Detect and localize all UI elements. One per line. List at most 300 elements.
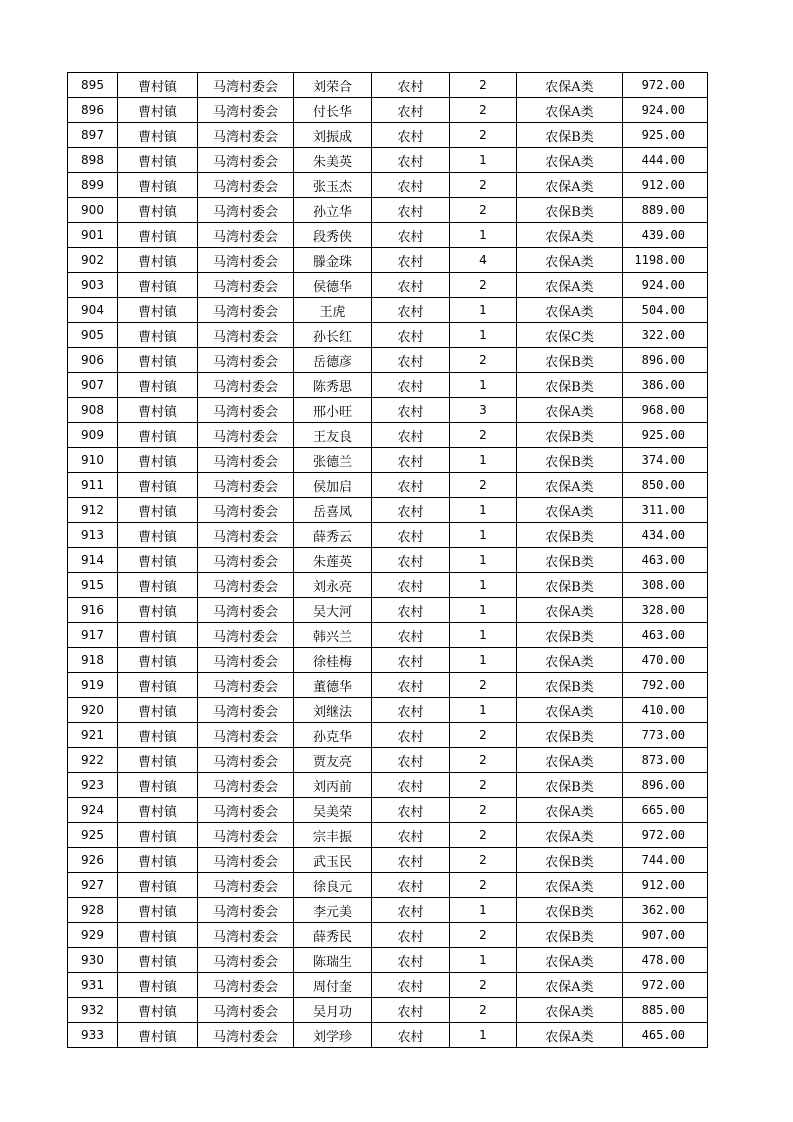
table-row — [68, 573, 708, 598]
village-committee-cell: 马湾村委会 — [198, 373, 294, 398]
household-count-cell: 1 — [450, 298, 517, 323]
insurance-type-cell: 农保A类 — [517, 648, 623, 673]
name-cell: 侯德华 — [294, 273, 372, 298]
category-cell: 农村 — [372, 673, 450, 698]
insurance-type-cell: 农保A类 — [517, 973, 623, 998]
name-cell: 岳喜凤 — [294, 498, 372, 523]
table-row — [68, 823, 708, 848]
village-committee-cell: 马湾村委会 — [198, 973, 294, 998]
row-number: 926 — [68, 848, 118, 873]
amount-cell: 308.00 — [623, 573, 708, 598]
amount-cell: 896.00 — [623, 773, 708, 798]
amount-cell: 885.00 — [623, 998, 708, 1023]
table-row — [68, 873, 708, 898]
table-row — [68, 123, 708, 148]
town-cell: 曹村镇 — [118, 798, 198, 823]
household-count-cell: 1 — [450, 898, 517, 923]
insurance-type-cell: 农保B类 — [517, 673, 623, 698]
amount-cell: 434.00 — [623, 523, 708, 548]
village-committee-cell: 马湾村委会 — [198, 673, 294, 698]
name-cell: 李元美 — [294, 898, 372, 923]
insurance-type-cell: 农保A类 — [517, 1023, 623, 1048]
name-cell: 韩兴兰 — [294, 623, 372, 648]
name-cell: 徐良元 — [294, 873, 372, 898]
amount-cell: 972.00 — [623, 73, 708, 98]
roster-table — [67, 72, 708, 1048]
category-cell: 农村 — [372, 848, 450, 873]
category-cell: 农村 — [372, 648, 450, 673]
table-row — [68, 523, 708, 548]
town-cell: 曹村镇 — [118, 673, 198, 698]
category-cell: 农村 — [372, 448, 450, 473]
village-committee-cell: 马湾村委会 — [198, 448, 294, 473]
insurance-type-cell: 农保A类 — [517, 948, 623, 973]
name-cell: 王虎 — [294, 298, 372, 323]
name-cell: 薛秀民 — [294, 923, 372, 948]
category-cell: 农村 — [372, 198, 450, 223]
village-committee-cell: 马湾村委会 — [198, 548, 294, 573]
name-cell: 吴月功 — [294, 998, 372, 1023]
category-cell: 农村 — [372, 273, 450, 298]
row-number: 921 — [68, 723, 118, 748]
row-number: 932 — [68, 998, 118, 1023]
insurance-type-cell: 农保C类 — [517, 323, 623, 348]
village-committee-cell: 马湾村委会 — [198, 98, 294, 123]
insurance-type-cell: 农保A类 — [517, 98, 623, 123]
amount-cell: 968.00 — [623, 398, 708, 423]
category-cell: 农村 — [372, 723, 450, 748]
village-committee-cell: 马湾村委会 — [198, 598, 294, 623]
insurance-type-cell: 农保B类 — [517, 573, 623, 598]
insurance-type-cell: 农保A类 — [517, 798, 623, 823]
village-committee-cell: 马湾村委会 — [198, 523, 294, 548]
name-cell: 宗丰振 — [294, 823, 372, 848]
household-count-cell: 1 — [450, 448, 517, 473]
category-cell: 农村 — [372, 1023, 450, 1048]
category-cell: 农村 — [372, 898, 450, 923]
amount-cell: 1198.00 — [623, 248, 708, 273]
household-count-cell: 2 — [450, 73, 517, 98]
name-cell: 武玉民 — [294, 848, 372, 873]
amount-cell: 907.00 — [623, 923, 708, 948]
table-row — [68, 223, 708, 248]
amount-cell: 444.00 — [623, 148, 708, 173]
row-number: 906 — [68, 348, 118, 373]
town-cell: 曹村镇 — [118, 998, 198, 1023]
name-cell: 董德华 — [294, 673, 372, 698]
town-cell: 曹村镇 — [118, 173, 198, 198]
table-row — [68, 848, 708, 873]
row-number: 909 — [68, 423, 118, 448]
category-cell: 农村 — [372, 248, 450, 273]
amount-cell: 470.00 — [623, 648, 708, 673]
name-cell: 吴大河 — [294, 598, 372, 623]
insurance-type-cell: 农保A类 — [517, 73, 623, 98]
row-number: 899 — [68, 173, 118, 198]
village-committee-cell: 马湾村委会 — [198, 173, 294, 198]
table-row — [68, 148, 708, 173]
name-cell: 段秀侠 — [294, 223, 372, 248]
row-number: 913 — [68, 523, 118, 548]
insurance-type-cell: 农保B类 — [517, 923, 623, 948]
household-count-cell: 1 — [450, 598, 517, 623]
table-row — [68, 998, 708, 1023]
insurance-type-cell: 农保B类 — [517, 198, 623, 223]
amount-cell: 972.00 — [623, 823, 708, 848]
village-committee-cell: 马湾村委会 — [198, 698, 294, 723]
name-cell: 刘振成 — [294, 123, 372, 148]
amount-cell: 328.00 — [623, 598, 708, 623]
row-number: 916 — [68, 598, 118, 623]
table-row — [68, 898, 708, 923]
household-count-cell: 2 — [450, 923, 517, 948]
row-number: 915 — [68, 573, 118, 598]
insurance-type-cell: 农保B类 — [517, 848, 623, 873]
amount-cell: 362.00 — [623, 898, 708, 923]
category-cell: 农村 — [372, 873, 450, 898]
category-cell: 农村 — [372, 948, 450, 973]
town-cell: 曹村镇 — [118, 473, 198, 498]
row-number: 895 — [68, 73, 118, 98]
village-committee-cell: 马湾村委会 — [198, 198, 294, 223]
table-row — [68, 423, 708, 448]
household-count-cell: 2 — [450, 973, 517, 998]
insurance-type-cell: 农保A类 — [517, 398, 623, 423]
amount-cell: 410.00 — [623, 698, 708, 723]
household-count-cell: 1 — [450, 548, 517, 573]
table-row — [68, 248, 708, 273]
row-number: 902 — [68, 248, 118, 273]
household-count-cell: 1 — [450, 623, 517, 648]
amount-cell: 912.00 — [623, 173, 708, 198]
household-count-cell: 2 — [450, 723, 517, 748]
category-cell: 农村 — [372, 573, 450, 598]
village-committee-cell: 马湾村委会 — [198, 323, 294, 348]
village-committee-cell: 马湾村委会 — [198, 823, 294, 848]
village-committee-cell: 马湾村委会 — [198, 123, 294, 148]
village-committee-cell: 马湾村委会 — [198, 848, 294, 873]
village-committee-cell: 马湾村委会 — [198, 398, 294, 423]
table-row — [68, 623, 708, 648]
town-cell: 曹村镇 — [118, 348, 198, 373]
row-number: 897 — [68, 123, 118, 148]
table-row — [68, 198, 708, 223]
insurance-type-cell: 农保A类 — [517, 473, 623, 498]
table-row — [68, 498, 708, 523]
name-cell: 岳德彦 — [294, 348, 372, 373]
amount-cell: 896.00 — [623, 348, 708, 373]
town-cell: 曹村镇 — [118, 273, 198, 298]
village-committee-cell: 马湾村委会 — [198, 298, 294, 323]
category-cell: 农村 — [372, 348, 450, 373]
village-committee-cell: 马湾村委会 — [198, 623, 294, 648]
insurance-type-cell: 农保A类 — [517, 248, 623, 273]
amount-cell: 889.00 — [623, 198, 708, 223]
insurance-type-cell: 农保A类 — [517, 698, 623, 723]
name-cell: 刘丙前 — [294, 773, 372, 798]
household-count-cell: 1 — [450, 223, 517, 248]
household-count-cell: 1 — [450, 698, 517, 723]
town-cell: 曹村镇 — [118, 898, 198, 923]
town-cell: 曹村镇 — [118, 298, 198, 323]
amount-cell: 925.00 — [623, 423, 708, 448]
name-cell: 刘学珍 — [294, 1023, 372, 1048]
name-cell: 张玉杰 — [294, 173, 372, 198]
village-committee-cell: 马湾村委会 — [198, 648, 294, 673]
category-cell: 农村 — [372, 498, 450, 523]
name-cell: 徐桂梅 — [294, 648, 372, 673]
category-cell: 农村 — [372, 398, 450, 423]
village-committee-cell: 马湾村委会 — [198, 723, 294, 748]
insurance-type-cell: 农保A类 — [517, 498, 623, 523]
insurance-type-cell: 农保B类 — [517, 123, 623, 148]
table-row — [68, 798, 708, 823]
category-cell: 农村 — [372, 598, 450, 623]
name-cell: 侯加启 — [294, 473, 372, 498]
table-row — [68, 923, 708, 948]
insurance-type-cell: 农保B类 — [517, 723, 623, 748]
household-count-cell: 2 — [450, 748, 517, 773]
amount-cell: 925.00 — [623, 123, 708, 148]
household-count-cell: 1 — [450, 373, 517, 398]
row-number: 930 — [68, 948, 118, 973]
amount-cell: 850.00 — [623, 473, 708, 498]
household-count-cell: 2 — [450, 798, 517, 823]
town-cell: 曹村镇 — [118, 373, 198, 398]
table-row — [68, 323, 708, 348]
row-number: 896 — [68, 98, 118, 123]
town-cell: 曹村镇 — [118, 73, 198, 98]
table-row — [68, 773, 708, 798]
amount-cell: 665.00 — [623, 798, 708, 823]
row-number: 922 — [68, 748, 118, 773]
insurance-type-cell: 农保A类 — [517, 598, 623, 623]
town-cell: 曹村镇 — [118, 973, 198, 998]
household-count-cell: 2 — [450, 773, 517, 798]
row-number: 919 — [68, 673, 118, 698]
table-row — [68, 273, 708, 298]
roster-body — [68, 73, 708, 1048]
amount-cell: 386.00 — [623, 373, 708, 398]
name-cell: 陈秀思 — [294, 373, 372, 398]
village-committee-cell: 马湾村委会 — [198, 948, 294, 973]
amount-cell: 744.00 — [623, 848, 708, 873]
town-cell: 曹村镇 — [118, 223, 198, 248]
name-cell: 朱莲英 — [294, 548, 372, 573]
household-count-cell: 3 — [450, 398, 517, 423]
village-committee-cell: 马湾村委会 — [198, 1023, 294, 1048]
village-committee-cell: 马湾村委会 — [198, 473, 294, 498]
insurance-type-cell: 农保B类 — [517, 373, 623, 398]
household-count-cell: 2 — [450, 273, 517, 298]
row-number: 910 — [68, 448, 118, 473]
category-cell: 农村 — [372, 148, 450, 173]
row-number: 901 — [68, 223, 118, 248]
insurance-type-cell: 农保B类 — [517, 423, 623, 448]
village-committee-cell: 马湾村委会 — [198, 73, 294, 98]
row-number: 931 — [68, 973, 118, 998]
row-number: 898 — [68, 148, 118, 173]
insurance-type-cell: 农保A类 — [517, 273, 623, 298]
village-committee-cell: 马湾村委会 — [198, 223, 294, 248]
category-cell: 农村 — [372, 823, 450, 848]
household-count-cell: 1 — [450, 323, 517, 348]
town-cell: 曹村镇 — [118, 648, 198, 673]
household-count-cell: 2 — [450, 823, 517, 848]
row-number: 903 — [68, 273, 118, 298]
insurance-type-cell: 农保A类 — [517, 748, 623, 773]
category-cell: 农村 — [372, 123, 450, 148]
table-row — [68, 598, 708, 623]
amount-cell: 478.00 — [623, 948, 708, 973]
town-cell: 曹村镇 — [118, 148, 198, 173]
amount-cell: 311.00 — [623, 498, 708, 523]
town-cell: 曹村镇 — [118, 248, 198, 273]
category-cell: 农村 — [372, 623, 450, 648]
name-cell: 周付奎 — [294, 973, 372, 998]
town-cell: 曹村镇 — [118, 1023, 198, 1048]
name-cell: 刘永亮 — [294, 573, 372, 598]
category-cell: 农村 — [372, 223, 450, 248]
amount-cell: 374.00 — [623, 448, 708, 473]
amount-cell: 463.00 — [623, 623, 708, 648]
row-number: 912 — [68, 498, 118, 523]
table-row — [68, 98, 708, 123]
row-number: 927 — [68, 873, 118, 898]
category-cell: 农村 — [372, 423, 450, 448]
village-committee-cell: 马湾村委会 — [198, 248, 294, 273]
category-cell: 农村 — [372, 923, 450, 948]
household-count-cell: 1 — [450, 148, 517, 173]
village-committee-cell: 马湾村委会 — [198, 348, 294, 373]
amount-cell: 322.00 — [623, 323, 708, 348]
row-number: 928 — [68, 898, 118, 923]
category-cell: 农村 — [372, 473, 450, 498]
row-number: 920 — [68, 698, 118, 723]
table-row — [68, 448, 708, 473]
village-committee-cell: 马湾村委会 — [198, 923, 294, 948]
household-count-cell: 2 — [450, 173, 517, 198]
table-row — [68, 723, 708, 748]
village-committee-cell: 马湾村委会 — [198, 873, 294, 898]
insurance-type-cell: 农保A类 — [517, 823, 623, 848]
town-cell: 曹村镇 — [118, 323, 198, 348]
town-cell: 曹村镇 — [118, 423, 198, 448]
category-cell: 农村 — [372, 323, 450, 348]
category-cell: 农村 — [372, 98, 450, 123]
town-cell: 曹村镇 — [118, 523, 198, 548]
household-count-cell: 2 — [450, 848, 517, 873]
category-cell: 农村 — [372, 698, 450, 723]
name-cell: 朱美英 — [294, 148, 372, 173]
row-number: 905 — [68, 323, 118, 348]
village-committee-cell: 马湾村委会 — [198, 798, 294, 823]
village-committee-cell: 马湾村委会 — [198, 898, 294, 923]
row-number: 925 — [68, 823, 118, 848]
insurance-type-cell: 农保A类 — [517, 298, 623, 323]
row-number: 933 — [68, 1023, 118, 1048]
village-committee-cell: 马湾村委会 — [198, 573, 294, 598]
town-cell: 曹村镇 — [118, 848, 198, 873]
amount-cell: 439.00 — [623, 223, 708, 248]
insurance-type-cell: 农保B类 — [517, 548, 623, 573]
table-row — [68, 648, 708, 673]
table-row — [68, 373, 708, 398]
name-cell: 张德兰 — [294, 448, 372, 473]
name-cell: 刘继法 — [294, 698, 372, 723]
table-row — [68, 748, 708, 773]
table-row — [68, 348, 708, 373]
household-count-cell: 2 — [450, 673, 517, 698]
name-cell: 孙克华 — [294, 723, 372, 748]
insurance-type-cell: 农保B类 — [517, 623, 623, 648]
household-count-cell: 1 — [450, 498, 517, 523]
name-cell: 邢小旺 — [294, 398, 372, 423]
name-cell: 孙立华 — [294, 198, 372, 223]
household-count-cell: 2 — [450, 873, 517, 898]
row-number: 900 — [68, 198, 118, 223]
village-committee-cell: 马湾村委会 — [198, 273, 294, 298]
town-cell: 曹村镇 — [118, 548, 198, 573]
household-count-cell: 2 — [450, 473, 517, 498]
table-row — [68, 298, 708, 323]
insurance-type-cell: 农保B类 — [517, 773, 623, 798]
household-count-cell: 2 — [450, 98, 517, 123]
town-cell: 曹村镇 — [118, 98, 198, 123]
table-row — [68, 173, 708, 198]
table-row — [68, 73, 708, 98]
category-cell: 农村 — [372, 523, 450, 548]
amount-cell: 972.00 — [623, 973, 708, 998]
category-cell: 农村 — [372, 373, 450, 398]
household-count-cell: 2 — [450, 123, 517, 148]
row-number: 914 — [68, 548, 118, 573]
amount-cell: 463.00 — [623, 548, 708, 573]
amount-cell: 504.00 — [623, 298, 708, 323]
name-cell: 付长华 — [294, 98, 372, 123]
town-cell: 曹村镇 — [118, 448, 198, 473]
category-cell: 农村 — [372, 798, 450, 823]
household-count-cell: 1 — [450, 648, 517, 673]
table-row — [68, 698, 708, 723]
table-row — [68, 1023, 708, 1048]
town-cell: 曹村镇 — [118, 623, 198, 648]
name-cell: 刘荣合 — [294, 73, 372, 98]
village-committee-cell: 马湾村委会 — [198, 423, 294, 448]
household-count-cell: 2 — [450, 198, 517, 223]
town-cell: 曹村镇 — [118, 573, 198, 598]
household-count-cell: 1 — [450, 573, 517, 598]
insurance-type-cell: 农保A类 — [517, 173, 623, 198]
amount-cell: 773.00 — [623, 723, 708, 748]
row-number: 904 — [68, 298, 118, 323]
household-count-cell: 2 — [450, 348, 517, 373]
household-count-cell: 1 — [450, 948, 517, 973]
table-row — [68, 673, 708, 698]
category-cell: 农村 — [372, 748, 450, 773]
category-cell: 农村 — [372, 998, 450, 1023]
household-count-cell: 2 — [450, 423, 517, 448]
village-committee-cell: 马湾村委会 — [198, 498, 294, 523]
village-committee-cell: 马湾村委会 — [198, 773, 294, 798]
town-cell: 曹村镇 — [118, 948, 198, 973]
table-row — [68, 948, 708, 973]
row-number: 918 — [68, 648, 118, 673]
table-row — [68, 473, 708, 498]
town-cell: 曹村镇 — [118, 498, 198, 523]
insurance-type-cell: 农保A类 — [517, 998, 623, 1023]
insurance-type-cell: 农保A类 — [517, 148, 623, 173]
